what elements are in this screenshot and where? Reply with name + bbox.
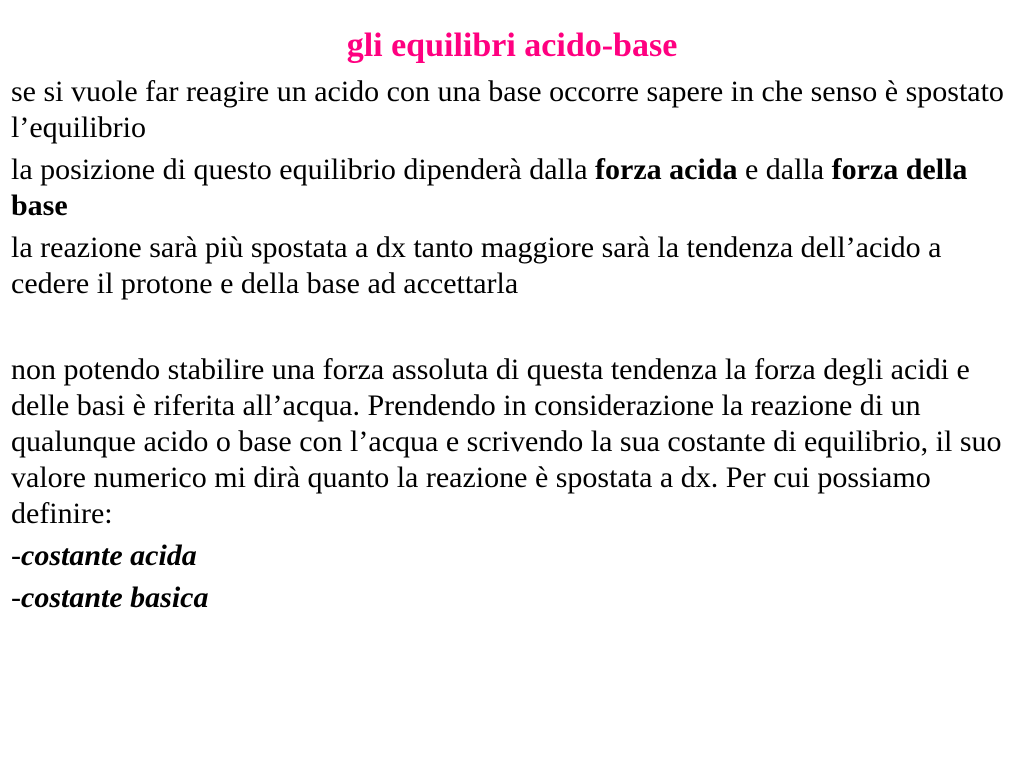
text-segment: la posizione di questo equilibrio dipenderà dalla [11,153,596,186]
slide-title: gli equilibri acido-base [346,27,678,64]
dash: - [11,581,21,614]
term-base-constant: costante basica [21,581,209,614]
bold-term-base-strength: forza della base [11,153,968,222]
list-item-base-constant [11,580,1011,616]
dash: - [11,539,21,572]
paragraph-water-reference: non potendo stabilire una forza assoluta di questa tendenza la forza degli acidi e delle basi è riferita all’acqua. Prendendo in considerazione la reazione di un qualunque acido o base con l’acqua e scrivendo la sua costante di equilibrio, il suo valore numerico mi dirà quanto la reazione è spostata a dx. Per cui possiamo definire: [11,353,1002,530]
paragraph-reaction-shift: la reazione sarà più spostata a dx tanto maggiore sarà la tendenza dell’acido a cedere il protone e della base ad accettarla [11,231,942,300]
bold-term-acid-strength: forza acida [595,153,738,186]
text-segment: e dalla [737,153,832,186]
slide-body [11,74,1011,622]
paragraph-direction: se si vuole far reagire un acido con una base occorre sapere in che senso è spostato l’equilibrio [11,75,1004,144]
term-acid-constant: costante acida [21,539,197,572]
list-item-acid-constant [11,538,1011,574]
paragraph-equilibrium-position [11,152,1011,224]
paragraph-spacer [11,308,1011,352]
